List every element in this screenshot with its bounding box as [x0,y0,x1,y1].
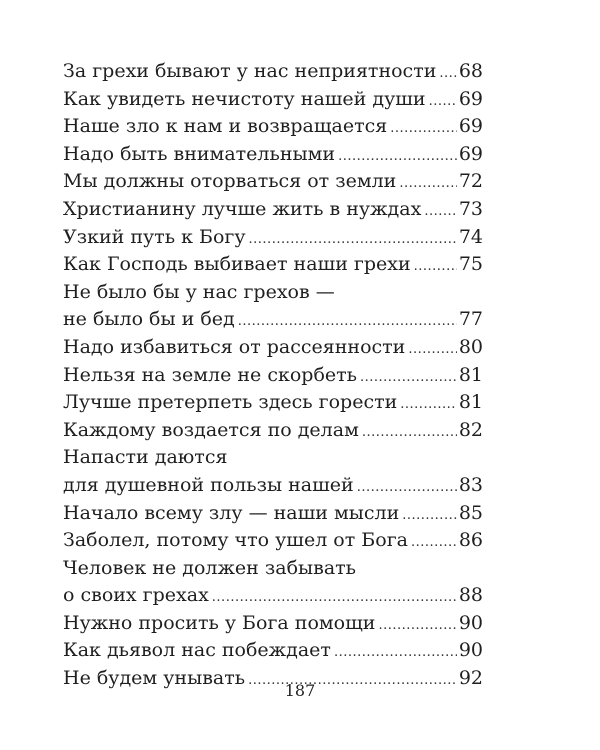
dot-leader [411,529,457,555]
dot-leader [399,170,456,196]
toc-entry-page: 90 [458,639,483,662]
toc-entry-row [63,306,483,334]
toc-entry-row [63,500,483,528]
toc-entry-title: Не будем унывать [63,667,246,690]
toc-entry [63,279,483,334]
toc-entry [63,196,483,224]
toc-entry-page: 83 [458,473,483,496]
toc-entry-page: 68 [458,60,483,82]
toc-entry-page: 80 [458,335,483,358]
toc-entry [63,389,483,417]
toc-entry [63,500,483,528]
toc-entry-page: 85 [458,501,483,524]
toc-entry-page: 92 [458,667,483,690]
dot-leader [390,115,457,141]
dot-leader [408,336,456,362]
toc-entry-row [63,582,483,610]
toc-entry-page: 69 [458,115,483,138]
toc-entry-row [63,527,483,555]
toc-entry-title: Наше зло к нам и возвращается [63,115,388,138]
dot-leader [378,612,456,638]
toc-entry-row [63,610,483,638]
toc-entry-title: Узкий путь к Богу [63,225,246,248]
toc-entry [63,362,483,390]
dot-leader [400,391,457,417]
toc-entry-row [63,334,483,362]
page-number: 187 [284,681,316,700]
toc-entry-title: Начало всему злу — наши мысли [63,501,400,524]
toc-entry-page: 69 [458,87,483,110]
toc-entry-title: Нельзя на земле не скорбеть [63,363,357,386]
toc-entry-title: Надо избавиться от рассеянности [63,335,406,358]
dot-leader [414,253,457,279]
toc-entry-page: 72 [458,170,483,193]
toc-entry-page: 73 [458,197,483,220]
toc-entry-title: Лучше претерпеть здесь горести [63,391,398,414]
toc-entry [63,141,483,169]
toc-entry-row [63,141,483,169]
toc-entry-page: 75 [458,253,483,276]
toc-entry-title: За грехи бывают у нас неприятности [63,60,437,82]
dot-leader [338,143,457,169]
dot-leader [429,88,457,114]
toc-entry-row [63,362,483,390]
toc-entry-page: 86 [458,529,483,552]
toc-entry [63,168,483,196]
toc-entry-title: о своих грехах [63,584,209,607]
toc-entry-page: 69 [458,142,483,165]
dot-leader [362,419,457,445]
toc-entry-title: Каждому воздается по делам [63,418,359,441]
toc-entry-title: Как увидеть нечистоту нашей души [63,87,426,110]
toc-entry-row [63,637,483,665]
toc-entry [63,251,483,279]
dot-leader [360,364,457,390]
toc-entry-page: 81 [458,363,483,386]
toc-entry-page: 74 [458,225,483,248]
toc-entry-page: 77 [458,308,483,331]
toc-entry-row [63,86,483,114]
toc-entry-title-line: Человек не должен забывать [63,556,357,579]
toc-entry [63,555,483,610]
dot-leader [334,639,457,665]
toc-entry [63,334,483,362]
toc-entry [63,637,483,665]
toc-entry-title: Надо быть внимательными [63,142,336,165]
toc-entry-title-line: Не было бы у нас грехов — [63,280,335,303]
toc-entry-row [63,168,483,196]
table-of-contents [63,58,483,693]
toc-entry [63,444,483,499]
toc-entry-title: Как дьявол нас побеждает [63,639,331,662]
toc-entry-row [63,389,483,417]
toc-entry [63,610,483,638]
toc-entry [63,58,483,86]
toc-entry-title-line: Напасти даются [63,446,228,469]
toc-entry-row [63,113,483,141]
dot-leader [212,584,457,610]
toc-entry [63,527,483,555]
toc-entry-title: Заболел, потому что ушел от Бога [63,529,408,552]
toc-entry-row [63,224,483,252]
dot-leader [424,198,457,224]
toc-entry-row [63,196,483,224]
dot-leader [238,308,457,334]
dot-leader [357,474,457,500]
toc-entry-title: для душевной пользы нашей [63,473,354,496]
dot-leader [249,226,457,252]
toc-entry-title: Мы должны оторваться от земли [63,170,397,193]
toc-entry [63,113,483,141]
toc-entry [63,224,483,252]
toc-entry-title: не было бы и бед [63,308,235,331]
dot-leader [439,60,456,86]
toc-entry-title: Христианину лучше жить в нуждах [63,197,422,220]
toc-entry-row [63,417,483,445]
toc-entry-page: 88 [458,584,483,607]
toc-entry-title: Как Господь выбивает наши грехи [63,253,411,276]
dot-leader [402,502,457,528]
toc-entry-page: 81 [458,391,483,414]
toc-entry-title: Нужно просить у Бога помощи [63,611,376,634]
toc-entry-row [63,472,483,500]
toc-entry [63,86,483,114]
toc-entry-page: 82 [458,418,483,441]
toc-entry [63,417,483,445]
toc-entry-row [63,58,483,86]
toc-entry-row [63,251,483,279]
toc-entry-page: 90 [458,611,483,634]
